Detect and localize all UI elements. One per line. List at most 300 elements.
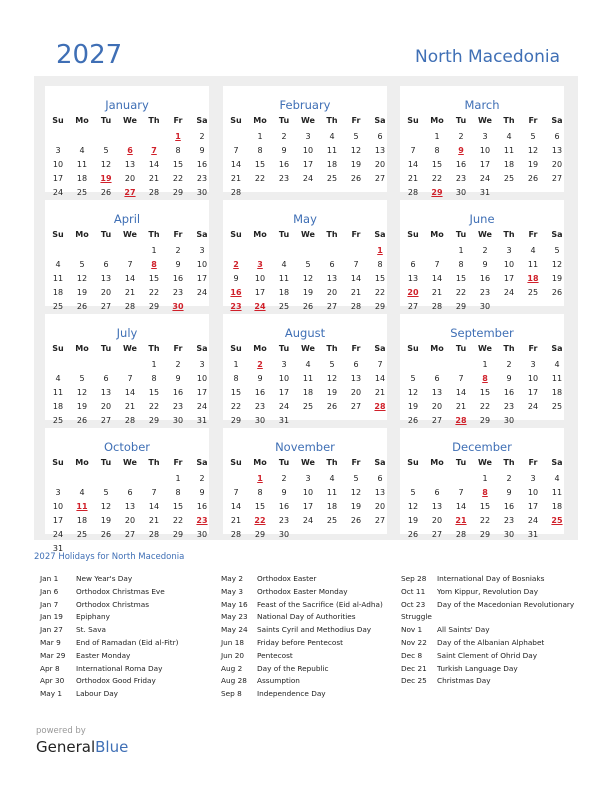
- date-cell: 2: [175, 246, 181, 255]
- date-cell: 17: [196, 388, 208, 397]
- month-september: [400, 314, 564, 425]
- date-cell: 10: [503, 260, 515, 269]
- date-cell: 15: [172, 502, 184, 511]
- date-cell: 7: [127, 260, 133, 269]
- holiday-name: Feast of the Sacrifice (Eid al-Adha): [257, 599, 383, 609]
- date-cell: 10: [278, 374, 290, 383]
- date-cell: 3: [506, 246, 512, 255]
- date-cell: 24: [527, 516, 539, 525]
- weekday-header: We: [123, 458, 137, 467]
- holiday-date-cell: 23: [196, 516, 208, 525]
- date-cell: 29: [455, 302, 467, 311]
- date-cell: 2: [175, 360, 181, 369]
- date-cell: 5: [353, 474, 359, 483]
- date-cell: 25: [527, 288, 539, 297]
- month-may: [223, 200, 387, 311]
- date-cell: 24: [196, 402, 208, 411]
- holiday-item: [40, 612, 220, 625]
- date-cell: 3: [482, 132, 488, 141]
- holiday-item: [221, 574, 401, 587]
- holiday-date: Oct 23: [401, 599, 426, 609]
- weekday-header: Sa: [551, 116, 563, 125]
- holiday-item: [40, 600, 220, 613]
- weekday-header: Tu: [100, 116, 112, 125]
- weekday-header: Sa: [196, 116, 208, 125]
- date-cell: 18: [52, 402, 64, 411]
- date-cell: 1: [458, 246, 464, 255]
- date-cell: 6: [377, 132, 383, 141]
- holiday-date-cell: 28: [374, 402, 386, 411]
- holiday-date: Jan 27: [40, 625, 63, 635]
- date-cell: 13: [326, 274, 338, 283]
- holiday-date: Apr 30: [40, 676, 65, 686]
- weekday-header: Sa: [374, 344, 386, 353]
- date-cell: 16: [503, 502, 515, 511]
- date-cell: 6: [434, 374, 440, 383]
- date-cell: 7: [434, 260, 440, 269]
- holiday-date-cell: 25: [551, 516, 563, 525]
- holiday-date-cell: 20: [407, 288, 419, 297]
- holiday-date-cell: 30: [172, 302, 184, 311]
- date-cell: 11: [326, 146, 338, 155]
- date-cell: 22: [230, 402, 242, 411]
- holiday-date-cell: 29: [431, 188, 443, 197]
- weekday-header: We: [478, 230, 492, 239]
- holiday-date: May 1: [40, 689, 63, 699]
- date-cell: 5: [103, 146, 109, 155]
- holiday-column: [221, 574, 401, 702]
- date-cell: 10: [196, 374, 208, 383]
- month-name: December: [452, 440, 512, 454]
- holiday-date-cell: 23: [230, 302, 242, 311]
- date-cell: 30: [196, 188, 208, 197]
- month-name: May: [293, 212, 317, 226]
- date-cell: 13: [431, 502, 443, 511]
- holiday-item: [401, 587, 581, 600]
- date-cell: 23: [278, 174, 290, 183]
- weekday-header: Th: [503, 116, 515, 125]
- date-cell: 29: [374, 302, 386, 311]
- date-cell: 9: [175, 260, 181, 269]
- date-cell: 18: [76, 516, 88, 525]
- holidays-title: 2027 Holidays for North Macedonia: [34, 552, 185, 562]
- date-cell: 26: [407, 530, 419, 539]
- date-cell: 9: [281, 488, 287, 497]
- date-cell: 20: [350, 388, 362, 397]
- date-cell: 15: [148, 274, 160, 283]
- month-name: March: [464, 98, 500, 112]
- date-cell: 24: [302, 516, 314, 525]
- holiday-date-cell: 16: [230, 288, 242, 297]
- date-cell: 14: [124, 388, 136, 397]
- weekday-header: Mo: [253, 230, 267, 239]
- holiday-date: Dec 21: [401, 663, 427, 673]
- date-cell: 25: [503, 174, 515, 183]
- date-cell: 6: [103, 374, 109, 383]
- holiday-date-cell: 7: [151, 146, 157, 155]
- date-cell: 24: [196, 288, 208, 297]
- date-cell: 19: [407, 516, 419, 525]
- weekday-header: Mo: [75, 344, 89, 353]
- date-cell: 27: [124, 530, 136, 539]
- date-cell: 7: [458, 488, 464, 497]
- date-cell: 31: [479, 188, 491, 197]
- date-cell: 4: [79, 488, 85, 497]
- holiday-date-cell: 1: [175, 132, 181, 141]
- date-cell: 17: [302, 502, 314, 511]
- weekday-header: Mo: [75, 116, 89, 125]
- date-cell: 19: [551, 274, 563, 283]
- month-august: [223, 314, 387, 425]
- date-cell: 27: [326, 302, 338, 311]
- holiday-date: Apr 8: [40, 663, 60, 673]
- date-cell: 22: [172, 516, 184, 525]
- date-cell: 15: [254, 160, 266, 169]
- holiday-name: All Saints' Day: [437, 625, 490, 635]
- date-cell: 13: [407, 274, 419, 283]
- date-cell: 19: [350, 502, 362, 511]
- weekday-header: Sa: [551, 230, 563, 239]
- weekday-header: We: [301, 458, 315, 467]
- date-cell: 20: [124, 516, 136, 525]
- date-cell: 29: [230, 416, 242, 425]
- date-cell: 5: [554, 246, 560, 255]
- date-cell: 13: [350, 374, 362, 383]
- holiday-date: Jan 19: [40, 612, 63, 622]
- holiday-date-cell: 6: [127, 146, 133, 155]
- date-cell: 21: [407, 174, 419, 183]
- weekday-header: Mo: [253, 116, 267, 125]
- weekday-header: Sa: [196, 458, 208, 467]
- holiday-item: [40, 689, 220, 702]
- date-cell: 8: [175, 488, 181, 497]
- date-cell: 11: [302, 374, 314, 383]
- month-name: January: [105, 98, 149, 112]
- date-cell: 18: [76, 174, 88, 183]
- date-cell: 16: [172, 274, 184, 283]
- date-cell: 3: [530, 360, 536, 369]
- date-cell: 22: [455, 288, 467, 297]
- date-cell: 18: [52, 288, 64, 297]
- date-cell: 10: [196, 260, 208, 269]
- date-cell: 30: [278, 530, 290, 539]
- date-cell: 5: [353, 132, 359, 141]
- holiday-date-cell: 1: [257, 474, 263, 483]
- date-cell: 30: [254, 416, 266, 425]
- date-cell: 29: [148, 416, 160, 425]
- date-cell: 9: [482, 260, 488, 269]
- date-cell: 16: [503, 388, 515, 397]
- holiday-name: Epiphany: [76, 612, 110, 622]
- weekday-header: Su: [52, 458, 64, 467]
- date-cell: 4: [329, 132, 335, 141]
- weekday-header: We: [301, 230, 315, 239]
- date-cell: 1: [151, 246, 157, 255]
- date-cell: 1: [151, 360, 157, 369]
- date-cell: 11: [278, 274, 290, 283]
- date-cell: 6: [377, 474, 383, 483]
- date-cell: 29: [479, 530, 491, 539]
- date-cell: 13: [431, 388, 443, 397]
- weekday-header: Mo: [75, 458, 89, 467]
- date-cell: 9: [199, 146, 205, 155]
- date-cell: 24: [503, 288, 515, 297]
- date-cell: 26: [76, 302, 88, 311]
- date-cell: 1: [257, 132, 263, 141]
- holiday-name: Assumption: [257, 676, 300, 686]
- date-cell: 13: [124, 502, 136, 511]
- powered-by-label: powered by: [36, 726, 86, 736]
- date-cell: 24: [527, 402, 539, 411]
- holiday-date-cell: 8: [482, 374, 488, 383]
- month-november: [223, 428, 387, 539]
- date-cell: 23: [455, 174, 467, 183]
- date-cell: 10: [527, 374, 539, 383]
- weekday-header: Fr: [351, 458, 361, 467]
- weekday-header: Sa: [374, 230, 386, 239]
- weekday-header: Tu: [455, 116, 467, 125]
- weekday-header: Tu: [278, 458, 290, 467]
- weekday-header: Th: [326, 344, 338, 353]
- date-cell: 27: [431, 530, 443, 539]
- holiday-name-continued: Struggle: [401, 612, 432, 622]
- date-cell: 12: [76, 274, 88, 283]
- date-cell: 28: [124, 302, 136, 311]
- date-cell: 27: [551, 174, 563, 183]
- date-cell: 26: [551, 288, 563, 297]
- date-cell: 4: [506, 132, 512, 141]
- date-cell: 9: [175, 374, 181, 383]
- weekday-header: Mo: [430, 458, 444, 467]
- date-cell: 23: [503, 516, 515, 525]
- date-cell: 15: [254, 502, 266, 511]
- month-december: [400, 428, 564, 539]
- date-cell: 3: [530, 474, 536, 483]
- weekday-header: Tu: [455, 344, 467, 353]
- date-cell: 10: [52, 502, 64, 511]
- date-cell: 25: [302, 402, 314, 411]
- date-cell: 9: [506, 488, 512, 497]
- date-cell: 17: [503, 274, 515, 283]
- weekday-header: Fr: [351, 344, 361, 353]
- date-cell: 16: [254, 388, 266, 397]
- weekday-header: We: [478, 458, 492, 467]
- date-cell: 23: [278, 516, 290, 525]
- date-cell: 8: [257, 488, 263, 497]
- date-cell: 24: [52, 188, 64, 197]
- date-cell: 20: [124, 174, 136, 183]
- date-cell: 8: [257, 146, 263, 155]
- holiday-date: Sep 8: [221, 689, 242, 699]
- date-cell: 5: [530, 132, 536, 141]
- date-cell: 27: [374, 174, 386, 183]
- date-cell: 28: [431, 302, 443, 311]
- weekday-header: Fr: [528, 230, 538, 239]
- holiday-date-cell: 1: [377, 246, 383, 255]
- holiday-name: Turkish Language Day: [437, 663, 518, 673]
- date-cell: 23: [503, 402, 515, 411]
- date-cell: 5: [410, 374, 416, 383]
- weekday-header: Mo: [430, 116, 444, 125]
- date-cell: 20: [431, 516, 443, 525]
- date-cell: 17: [302, 160, 314, 169]
- holiday-date-cell: 28: [455, 416, 467, 425]
- weekday-header: Fr: [528, 344, 538, 353]
- weekday-header: Sa: [374, 116, 386, 125]
- date-cell: 17: [52, 174, 64, 183]
- holiday-name: Friday before Pentecost: [257, 637, 343, 647]
- date-cell: 30: [172, 416, 184, 425]
- date-cell: 22: [374, 288, 386, 297]
- weekday-header: Th: [148, 458, 160, 467]
- holiday-date-cell: 2: [257, 360, 263, 369]
- date-cell: 29: [172, 530, 184, 539]
- weekday-header: Tu: [100, 344, 112, 353]
- date-cell: 23: [196, 174, 208, 183]
- date-cell: 28: [148, 530, 160, 539]
- holiday-item: [221, 689, 401, 702]
- date-cell: 2: [482, 246, 488, 255]
- holiday-item: [40, 574, 220, 587]
- holiday-date-cell: 21: [455, 516, 467, 525]
- weekday-header: Th: [503, 458, 515, 467]
- date-cell: 13: [374, 146, 386, 155]
- weekday-header: Tu: [455, 230, 467, 239]
- month-name: April: [113, 212, 141, 226]
- holiday-date: May 24: [221, 625, 248, 635]
- date-cell: 11: [503, 146, 515, 155]
- date-cell: 22: [479, 402, 491, 411]
- date-cell: 20: [326, 288, 338, 297]
- date-cell: 5: [79, 374, 85, 383]
- date-cell: 15: [230, 388, 242, 397]
- date-cell: 27: [100, 302, 112, 311]
- date-cell: 19: [76, 288, 88, 297]
- brand-logo: [36, 738, 128, 756]
- date-cell: 12: [407, 388, 419, 397]
- holiday-item: [401, 574, 581, 587]
- brand-part2: Blue: [95, 738, 129, 756]
- date-cell: 15: [431, 160, 443, 169]
- month-name: June: [469, 212, 495, 226]
- date-cell: 11: [551, 374, 563, 383]
- date-cell: 17: [196, 274, 208, 283]
- holiday-name: Orthodox Easter: [257, 574, 317, 583]
- holiday-name: Christmas Day: [437, 676, 491, 686]
- date-cell: 3: [55, 488, 61, 497]
- month-june: [400, 200, 564, 311]
- holiday-date-cell: 8: [482, 488, 488, 497]
- date-cell: 12: [407, 502, 419, 511]
- date-cell: 16: [196, 160, 208, 169]
- holiday-name: National Day of Authorities: [257, 612, 356, 622]
- date-cell: 18: [551, 502, 563, 511]
- date-cell: 16: [172, 388, 184, 397]
- weekday-header: Th: [148, 344, 160, 353]
- date-cell: 11: [52, 388, 64, 397]
- date-cell: 19: [76, 402, 88, 411]
- date-cell: 12: [76, 388, 88, 397]
- date-cell: 29: [479, 416, 491, 425]
- holiday-name: Yom Kippur, Revolution Day: [437, 586, 539, 596]
- date-cell: 19: [407, 402, 419, 411]
- date-cell: 26: [527, 174, 539, 183]
- holiday-name: St. Sava: [76, 625, 107, 635]
- date-cell: 21: [374, 388, 386, 397]
- date-cell: 3: [55, 146, 61, 155]
- holiday-item: [40, 638, 220, 651]
- date-cell: 9: [199, 488, 205, 497]
- weekday-header: Su: [230, 458, 242, 467]
- page-title-year: 2027: [56, 40, 123, 70]
- holiday-date: Jan 1: [40, 574, 59, 583]
- date-cell: 3: [199, 360, 205, 369]
- weekday-header: We: [123, 116, 137, 125]
- date-cell: 12: [551, 260, 563, 269]
- date-cell: 14: [431, 274, 443, 283]
- month-name: September: [450, 326, 514, 340]
- weekday-header: Fr: [351, 116, 361, 125]
- date-cell: 6: [329, 260, 335, 269]
- holiday-item: [221, 587, 401, 600]
- date-cell: 18: [551, 388, 563, 397]
- holiday-date: Mar 29: [40, 650, 66, 660]
- holiday-name: Orthodox Good Friday: [76, 676, 156, 686]
- holiday-item: [40, 676, 220, 689]
- date-cell: 2: [199, 132, 205, 141]
- date-cell: 26: [326, 402, 338, 411]
- date-cell: 25: [52, 302, 64, 311]
- weekday-header: Su: [52, 116, 64, 125]
- weekday-header: Th: [503, 230, 515, 239]
- weekday-header: Sa: [374, 458, 386, 467]
- date-cell: 21: [148, 516, 160, 525]
- month-april: [45, 200, 209, 311]
- weekday-header: Fr: [528, 458, 538, 467]
- date-cell: 21: [350, 288, 362, 297]
- holiday-item: [221, 651, 401, 664]
- weekday-header: Tu: [100, 230, 112, 239]
- date-cell: 19: [350, 160, 362, 169]
- holiday-date-cell: 3: [257, 260, 263, 269]
- date-cell: 25: [278, 302, 290, 311]
- holiday-date-cell: 2: [233, 260, 239, 269]
- date-cell: 13: [124, 160, 136, 169]
- weekday-header: Su: [230, 116, 242, 125]
- date-cell: 17: [527, 388, 539, 397]
- month-name: February: [279, 98, 331, 112]
- date-cell: 22: [254, 174, 266, 183]
- date-cell: 11: [326, 488, 338, 497]
- date-cell: 29: [254, 530, 266, 539]
- holiday-name: International Day of Bosniaks: [437, 574, 545, 583]
- weekday-header: Mo: [253, 458, 267, 467]
- date-cell: 5: [305, 260, 311, 269]
- weekday-header: Su: [407, 458, 419, 467]
- holiday-item: [40, 651, 220, 664]
- date-cell: 23: [479, 288, 491, 297]
- date-cell: 12: [326, 374, 338, 383]
- holiday-item: [401, 625, 581, 638]
- date-cell: 26: [350, 174, 362, 183]
- holiday-name: Orthodox Christmas: [76, 599, 149, 609]
- date-cell: 6: [554, 132, 560, 141]
- date-cell: 3: [305, 132, 311, 141]
- date-cell: 5: [329, 360, 335, 369]
- holiday-date: Jan 7: [40, 599, 59, 609]
- date-cell: 7: [233, 488, 239, 497]
- date-cell: 20: [100, 288, 112, 297]
